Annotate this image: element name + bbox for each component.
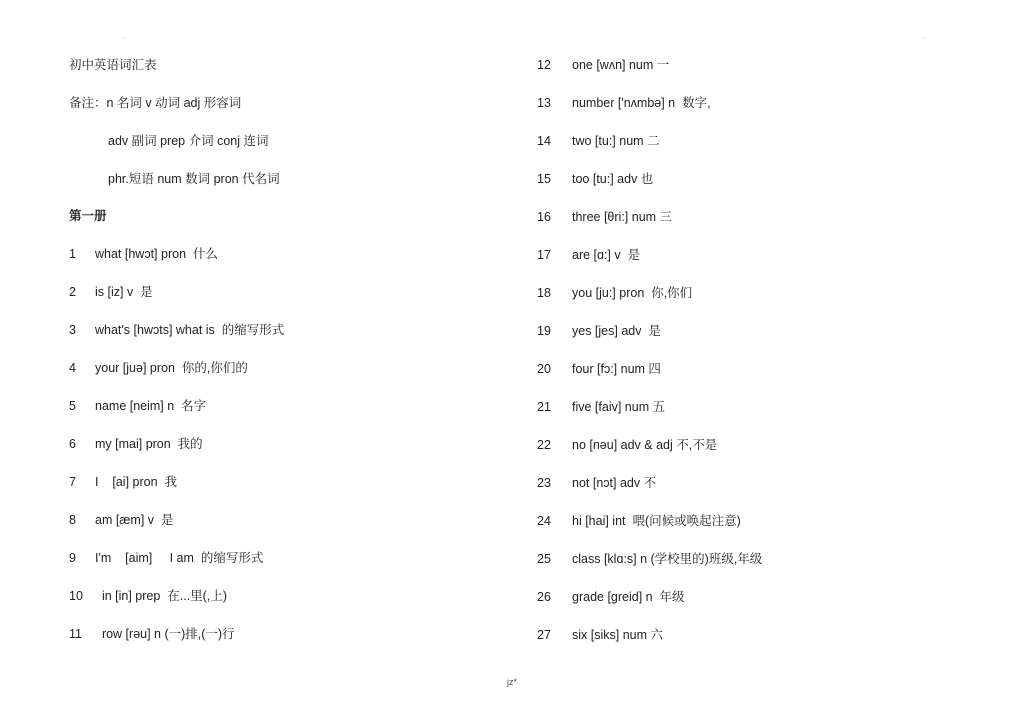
entry-text: yes [jes] adv 是 <box>572 324 661 338</box>
entry-number: 20 <box>537 362 551 376</box>
legend-line-1: 备注：n 名词 v 动词 adj 形容词 <box>69 96 242 110</box>
entry-text: are [ɑ:] v 是 <box>572 248 641 262</box>
entry-number: 23 <box>537 476 551 490</box>
entry-number: 22 <box>537 438 551 452</box>
entry-number: 27 <box>537 628 551 642</box>
entry-number: 16 <box>537 210 551 224</box>
vocab-entry <box>537 171 653 187</box>
top-left-mark: · <box>123 33 126 42</box>
vocab-entry <box>537 361 661 377</box>
entry-number: 9 <box>69 551 76 565</box>
vocab-entry <box>537 209 672 225</box>
vocab-entry <box>537 95 711 111</box>
entry-number: 11 <box>69 627 82 641</box>
entry-number: 8 <box>69 513 76 527</box>
entry-number: 14 <box>537 134 551 148</box>
vocab-entry <box>537 247 640 263</box>
entry-text: hi [hai] int 喂(问候或唤起注意) <box>572 514 741 528</box>
entry-text: no [nəu] adv & adj 不,不是 <box>572 438 718 452</box>
legend-line-3: phr.短语 num 数词 pron 代名词 <box>108 172 280 186</box>
vocab-entry <box>69 588 227 604</box>
entry-number: 10 <box>69 589 83 603</box>
entry-text: what's [hwɔts] what is 的缩写形式 <box>95 323 285 337</box>
entry-number: 13 <box>537 96 551 110</box>
vocab-entry <box>537 285 692 301</box>
top-right-mark: · <box>923 33 926 42</box>
entry-number: 5 <box>69 399 76 413</box>
entry-text: I'm [aim] I am 的缩写形式 <box>95 551 264 565</box>
entry-number: 3 <box>69 323 76 337</box>
entry-text: your [juə] pron 你的,你们的 <box>95 361 248 375</box>
entry-text: too [tu:] adv 也 <box>572 172 654 186</box>
vocab-entry <box>537 323 661 339</box>
vocab-entry <box>69 322 284 338</box>
entry-text: four [fɔ:] num 四 <box>572 362 661 376</box>
entry-text: class [klɑ:s] n (学校里的)班级,年级 <box>572 552 763 566</box>
section-title: 第一册 <box>69 209 107 223</box>
vocab-entry <box>69 550 263 566</box>
entry-number: 21 <box>537 400 551 414</box>
entry-number: 18 <box>537 286 551 300</box>
entry-number: 15 <box>537 172 551 186</box>
entry-number: 17 <box>537 248 551 262</box>
vocab-entry <box>69 436 203 452</box>
entry-number: 6 <box>69 437 76 451</box>
entry-number: 1 <box>69 247 76 261</box>
vocab-entry <box>537 627 663 643</box>
entry-text: my [mai] pron 我的 <box>95 437 203 451</box>
vocab-entry <box>537 399 665 415</box>
vocab-entry <box>69 474 177 490</box>
entry-number: 12 <box>537 58 551 72</box>
entry-number: 19 <box>537 324 551 338</box>
entry-text: is [iz] v 是 <box>95 285 153 299</box>
vocab-entry <box>69 284 153 300</box>
entry-text: two [tu:] num 二 <box>572 134 660 148</box>
page-footer: jz* <box>506 677 517 687</box>
entry-text: three [θri:] num 三 <box>572 210 673 224</box>
vocab-entry <box>69 512 173 528</box>
page-title: 初中英语词汇表 <box>69 58 157 72</box>
vocab-entry <box>537 133 660 149</box>
vocab-entry <box>537 437 717 453</box>
entry-text: I [ai] pron 我 <box>95 475 177 489</box>
vocab-entry <box>537 513 741 529</box>
entry-number: 24 <box>537 514 551 528</box>
entry-text: number ['nʌmbə] n 数字, <box>572 96 711 110</box>
entry-text: name [neim] n 名字 <box>95 399 207 413</box>
entry-number: 2 <box>69 285 76 299</box>
entry-text: am [æm] v 是 <box>95 513 174 527</box>
entry-number: 4 <box>69 361 76 375</box>
entry-text: five [faiv] num 五 <box>572 400 666 414</box>
entry-text: row [rəu] n (一)排,(一)行 <box>95 627 235 641</box>
vocab-entry <box>537 475 656 491</box>
entry-text: one [wʌn] num 一 <box>572 58 670 72</box>
entry-number: 25 <box>537 552 551 566</box>
legend-line-2: adv 副词 prep 介词 conj 连词 <box>108 134 269 148</box>
vocab-entry <box>69 626 235 642</box>
entry-text: not [nɔt] adv 不 <box>572 476 657 490</box>
entry-text: you [ju:] pron 你,你们 <box>572 286 693 300</box>
entry-text: what [hwɔt] pron 什么 <box>95 247 218 261</box>
entry-text: six [siks] num 六 <box>572 628 663 642</box>
vocab-entry <box>537 57 669 73</box>
entry-number: 7 <box>69 475 76 489</box>
vocab-entry <box>69 246 218 262</box>
entry-text: in [in] prep 在...里(,上) <box>95 589 227 603</box>
vocab-entry <box>537 589 685 605</box>
entry-number: 26 <box>537 590 551 604</box>
vocab-entry <box>69 398 206 414</box>
vocab-entry <box>537 551 762 567</box>
vocab-entry <box>69 360 248 376</box>
entry-text: grade [greid] n 年级 <box>572 590 685 604</box>
